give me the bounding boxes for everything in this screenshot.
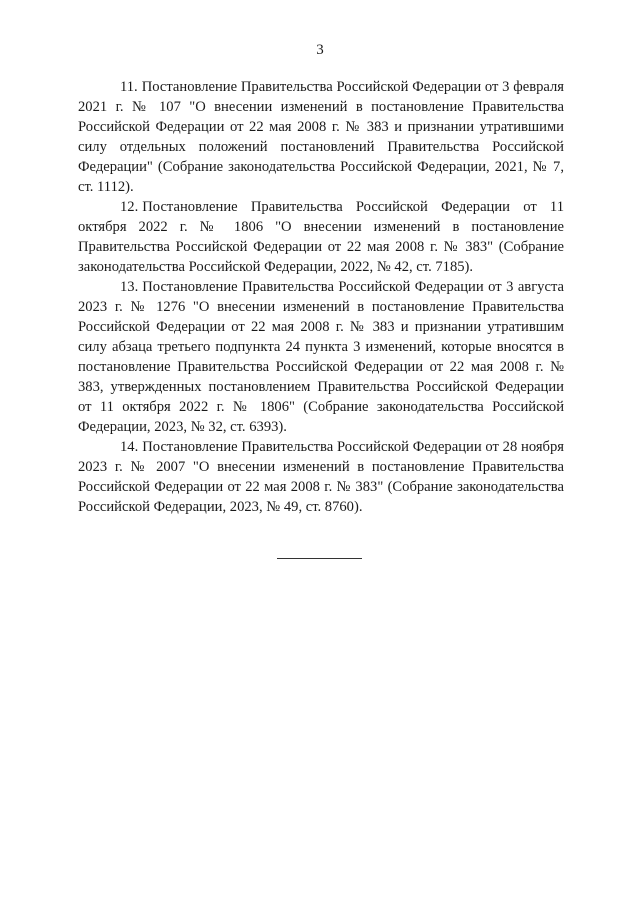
item-text: Постановление Правительства Российской Федерации от 3 февраля 2021 г. № 107 "О внесении изменений в постановление Правительства Российской Федерации от 22 мая 2008 г. № 383 и признании утратившими силу отдельных положений постановлений Правительства Российской Федерации" (Собрание законодательства Российской Федерации, 2021, № 7, ст. 1112). xyxy=(78,79,564,195)
item-number: 13. xyxy=(120,279,139,295)
item-text: Постановление Правительства Российской Федерации от 28 ноября 2023 г. № 2007 "О внесении изменений в постановление Правительства Российской Федерации от 22 мая 2008 г. № 383" (Собрание законодательства Российской Федерации, 2023, № 49, ст. 8760). xyxy=(78,439,564,515)
item-number: 14. xyxy=(120,439,139,455)
page-number: 3 xyxy=(316,42,324,58)
item-text: Постановление Правительства Российской Федерации от 11 октября 2022 г. № 1806 "О внесении изменений в постановление Правительства Российской Федерации от 22 мая 2008 г. № 383" (Собрание законодательства Российской Федерации, 2022, № 42, ст. 7185). xyxy=(78,199,564,275)
list-item-14 xyxy=(78,437,564,517)
item-text: Постановление Правительства Российской Федерации от 3 августа 2023 г. № 1276 "О внесении изменений в постановление Правительства Российской Федерации от 22 мая 2008 г. № 383 и признании утратившим силу абзаца третьего подпункта 24 пункта 3 изменений, которые вносятся в постановление Правительства Российской Федерации от 22 мая 2008 г. № 383, утвержденных постановлением Правительства Российской Федерации от 11 октября 2022 г. № 1806" (Собрание законодательства Российской Федерации, 2023, № 32, ст. 6393). xyxy=(78,279,564,435)
end-divider-line xyxy=(277,558,362,559)
item-number: 11. xyxy=(120,79,138,95)
list-item-11 xyxy=(78,77,564,197)
list-item-12 xyxy=(78,197,564,277)
document-body xyxy=(78,77,564,517)
list-item-13 xyxy=(78,277,564,437)
item-number: 12. xyxy=(120,199,139,215)
